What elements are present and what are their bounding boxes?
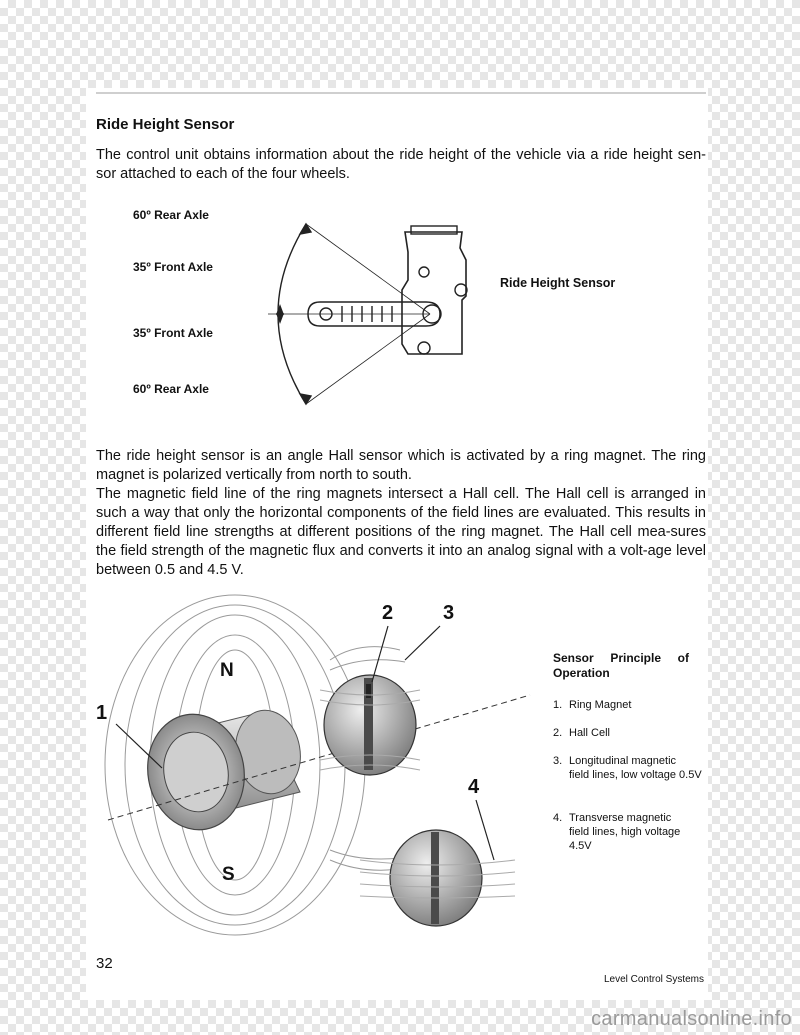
pole-south: S: [222, 864, 235, 885]
legend-item-3: [553, 754, 703, 782]
section-heading: Ride Height Sensor: [96, 116, 235, 133]
pole-north: N: [220, 660, 234, 681]
watermark: carmanualsonline.info: [591, 1008, 792, 1030]
legend-text-cont: field lines, low voltage 0.5V: [569, 769, 702, 781]
hall-cell-disc-bottom: [360, 830, 515, 926]
intro-paragraph: The control unit obtains information about the ride height of the vehicle via a ride height sen-sor attached to each of the four wheels.: [96, 147, 706, 182]
legend-num: 3.: [553, 755, 563, 767]
callout-1: 1: [96, 702, 108, 724]
label-ride-height-sensor: Ride Height Sensor: [500, 276, 616, 290]
figure-title-line1: Sensor Principle of: [553, 651, 689, 665]
callout-4: 4: [468, 776, 480, 798]
legend-num: 4.: [553, 812, 563, 824]
legend-text: Transverse magnetic: [569, 812, 672, 824]
callout-2: 2: [382, 602, 394, 624]
figure-title-line2: Operation: [553, 666, 610, 680]
label-front-axle-top: 35º Front Axle: [133, 260, 213, 274]
label-rear-axle-top: 60º Rear Axle: [133, 208, 209, 222]
legend-item-2: [553, 726, 610, 740]
paragraph-hall-sensor: The ride height sensor is an angle Hall sensor which is activated by a ring magnet. The ring magnet is polarized vertically from north to south.: [96, 448, 706, 483]
legend-item-1: [553, 698, 631, 712]
legend-text: Hall Cell: [569, 727, 610, 739]
hall-cell-disc-top: [320, 675, 420, 775]
page-number: 32: [96, 955, 113, 972]
label-front-axle-bottom: 35º Front Axle: [133, 326, 213, 340]
paragraph-magnetic-field: The magnetic field line of the ring magnets intersect a Hall cell. The Hall cell is arranged in such a way that only the horizontal components of the field lines are evaluated. This results in different field line strengths at different positions of the ring magnet. The Hall cell mea-sures the field strength of the magnetic flux and converts it into an analog signal with a volt-age level between 0.5 and 4.5 V.: [96, 486, 706, 578]
legend-text: Ring Magnet: [569, 699, 632, 711]
label-rear-axle-bottom: 60º Rear Axle: [133, 382, 209, 396]
legend-num: 2.: [553, 727, 563, 739]
ring-magnet: [139, 705, 307, 837]
legend-item-4: [553, 811, 703, 853]
footer-title: Level Control Systems: [603, 974, 704, 985]
legend-text: Longitudinal magnetic: [569, 755, 677, 767]
callout-3: 3: [443, 602, 455, 624]
legend-num: 1.: [553, 699, 563, 711]
legend-text-cont: field lines, high voltage 4.5V: [569, 826, 681, 852]
